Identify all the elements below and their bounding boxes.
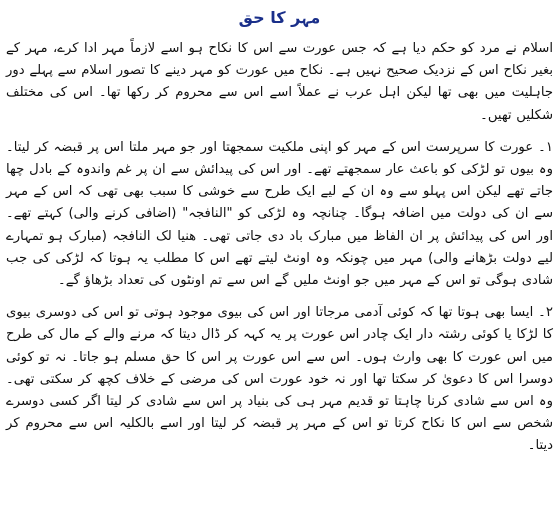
document-page bbox=[6, 4, 553, 505]
page-title: مہر کا حق bbox=[238, 8, 321, 27]
paragraph-point-2: ۲۔ ایسا بھی ہوتا تھا کہ کوئی آدمی مرجاتا اور اس کی بیوی موجود ہوتی تو اس کی دوسری بیوی کا لڑکا یا کوئی رشتہ دار ایک چادر اس عورت پر یہ کہہ کر ڈال دیتا کہ مرنے والے کے مال کی طرح میں اس عورت کا بھی وارث ہوں۔ اس سے اس عورت پر اس کا حق مسلم ہو جاتا۔ نہ تو کوئی دوسرا اس کا دعویٰ کر سکتا تھا اور نہ خود عورت اس کی مرضی کے خلاف کچھ کر سکتی تھی۔ وہ اس سے شادی کرنا چاہتا تو قدیم مہر ہی کی بنیاد پر اس سے شادی کر لیتا اگر کسی دوسرے شخص سے اس کا نکاح کرتا تو اس کے مہر پر قبضہ کر لیتا اور اسے بالکلیہ اس سے محروم کر دیتا۔ bbox=[6, 305, 553, 454]
paragraph-intro: اسلام نے مرد کو حکم دیا ہے کہ جس عورت سے اس کا نکاح ہو اسے لازماً مہر ادا کرے، مہر کے بغیر نکاح اس کے نزدیک صحیح نہیں ہے۔ نکاح میں عورت کو مہر دینے کا تصور اسلام سے پہلے دور جاہلیت میں بھی تھا لیکن اہل عرب نے عملاً اسے اس سے محروم کر رکھا تھا۔ اس کی مختلف شکلیں تھیں۔ bbox=[6, 41, 553, 123]
paragraph-point-1: ۱۔ عورت کا سرپرست اس کے مہر کو اپنی ملکیت سمجھتا اور جو مہر ملتا اس پر قبضہ کر لیتا۔ وہ بیوں تو لڑکی کو باعث عار سمجھتے تھے۔ اور اس کی پیدائش سے ان پر غم واندوہ کے بادل چھا جاتے تھے لیکن اس پہلو سے وہ ان کے لیے ایک طرح سے خوشی کا سبب بھی تھی کہ اس کے مہر سے ان کی دولت میں اضافہ ہوگا۔ چنانچہ وہ لڑکی کو "النافجہ" (اضافی کرنے والی) کہتے تھے۔ اور اس کی پیدائش پر ان الفاظ میں مبارک باد دی جاتی تھی۔ ھنیا لک النافجہ (مبارک ہو تمہارے لیے دولت بڑھانے والی) مہر میں چونکہ وہ اونٹ لیتے تھے اس کا مطلب یہ ہوتا کہ لڑکی کی جب شادی ہوگی تو اس کے مہر میں جو اونٹ ملیں گے اس سے تم اونٹوں کی تعداد بڑھاؤ گے۔ bbox=[6, 139, 553, 289]
